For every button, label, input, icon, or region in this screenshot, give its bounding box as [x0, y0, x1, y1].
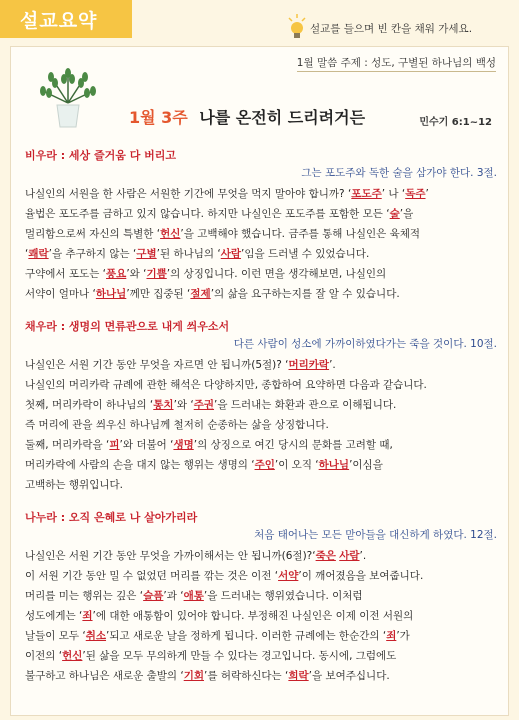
tip [288, 14, 472, 42]
text-segment: ’. [329, 359, 336, 371]
paragraph-line [25, 375, 497, 395]
text-segment: ’. [359, 550, 367, 562]
fill-in-answer: 포도주 [351, 188, 382, 200]
text-segment: ’이 깨어졌음을 보여줍니다. [298, 570, 424, 582]
fill-in-answer: 주권 [193, 399, 215, 411]
fill-in-answer: 풍요 [106, 268, 127, 280]
text-segment: 머리를 미는 행위는 깊은 ‘ [25, 590, 144, 602]
tip-text: 설교를 들으며 빈 칸을 채워 가세요. [310, 22, 473, 35]
header-tab: 설교요약 [0, 0, 132, 38]
section-heading: 채우라 : 생명의 면류관으로 내게 씌우소서 [25, 320, 230, 333]
section-verse: 다른 사람이 성소에 가까이하였다가는 죽을 것이다. 10절. [233, 338, 497, 350]
text-segment: ’과 ‘ [163, 590, 184, 602]
text-segment: ’을 [399, 208, 414, 220]
fill-in-answer: 죄 [82, 610, 93, 622]
paragraph-line [25, 395, 497, 415]
text-segment: 이전의 ‘ [25, 650, 63, 662]
fill-in-answer: 생명 [173, 439, 194, 451]
text-segment: 날들이 모두 ‘ [25, 630, 86, 642]
text-segment: ’에 대한 애통함이 있어야 합니다. 부정해진 나실인은 이제 이전 서원의 [92, 610, 414, 622]
fill-in-answer: 희락 [288, 670, 309, 682]
text-segment: 멀리함으로써 자신의 특별한 ‘ [25, 228, 161, 240]
paragraph-line [25, 586, 497, 606]
text-segment: ’와 ‘ [173, 399, 194, 411]
text-segment: ’이심을 [349, 459, 383, 471]
text-segment: ’을 드러내는 화환과 관으로 이해됩니다. [214, 399, 397, 411]
fill-in-answer: 하나님 [95, 288, 127, 300]
sermon-section [25, 509, 497, 686]
fill-in-answer: 하나님 [318, 459, 350, 471]
text-segment: 나실인의 머리카락 규례에 관한 해석은 다양하지만, 종합하여 요약하면 다음과 같습니다. [25, 379, 427, 391]
text-segment: 첫째, 머리카락이 하나님의 ‘ [25, 399, 154, 411]
month-theme: 1월 말씀 주제 : 성도, 구별된 하나님의 백성 [297, 55, 496, 72]
text-segment: ’께만 집중된 ‘ [126, 288, 191, 300]
paragraph-line [25, 435, 497, 455]
lightbulb-icon [288, 14, 306, 42]
fill-in-answer: 주인 [254, 459, 275, 471]
text-segment: ’와 더불어 ‘ [119, 439, 174, 451]
text-segment: ’을 보여주십니다. [308, 670, 390, 682]
paragraph-line [25, 546, 497, 566]
sermon-week: 1월 3주 [129, 108, 188, 127]
section-heading: 나누라 : 오직 은혜로 나 살아가리라 [25, 511, 198, 524]
section-paragraph [25, 546, 497, 686]
fill-in-answer: 절제 [190, 288, 211, 300]
plant-illustration [33, 63, 103, 129]
text-segment: 나실인은 서원 기간 동안 무엇을 자르면 안 됩니까(5절)? ‘ [25, 359, 289, 371]
fill-in-answer: 헌신 [62, 650, 83, 662]
text-segment: 머리카락에 사람의 손을 대지 않는 행위는 생명의 ‘ [25, 459, 255, 471]
sermon-title-row [129, 105, 365, 128]
fill-in-answer: 사람 [339, 550, 360, 562]
text-segment: ’를 허락하신다는 ‘ [204, 670, 289, 682]
text-segment: 율법은 포도주를 금하고 있지 않습니다. 하지만 나실인은 포도주를 포함한 모든 ‘ [25, 208, 390, 220]
text-segment: ’되고 새로운 날을 정하게 됩니다. 이러한 규례에는 한순간의 ‘ [106, 630, 387, 642]
fill-in-answer: 사람 [220, 248, 242, 260]
paragraph-line [25, 475, 497, 495]
paragraph-line [25, 415, 497, 435]
text-segment: 불구하고 하나님은 새로운 출발의 ‘ [25, 670, 184, 682]
text-segment: ’된 삶을 모두 무의하게 만들 수 있다는 경고입니다. 동시에, 그럼에도 [82, 650, 397, 662]
fill-in-answer: 슬픔 [143, 590, 164, 602]
fill-in-answer: 통치 [153, 399, 174, 411]
text-segment: 서약이 얼마나 ‘ [25, 288, 96, 300]
text-segment: ’의 상징으로 여긴 당시의 문화를 고려할 때, [193, 439, 393, 451]
sermon-section [25, 318, 497, 495]
paragraph-line [25, 184, 497, 204]
fill-in-answer: 죽은 [315, 550, 336, 562]
paragraph-line [25, 606, 497, 626]
paragraph-line [25, 224, 497, 244]
section-paragraph [25, 355, 497, 495]
fill-in-answer: 애통 [183, 590, 204, 602]
fill-in-answer: 피 [109, 439, 120, 451]
text-segment: 나실인은 서원 기간 동안 무엇을 가까이해서는 안 됩니까(6절)?‘ [25, 550, 316, 562]
text-segment: 구약에서 포도는 ‘ [25, 268, 107, 280]
text-segment: ’ 나 ‘ [381, 188, 406, 200]
paragraph-line [25, 626, 497, 646]
sermon-title: 나를 온전히 드리려거든 [199, 108, 366, 127]
fill-in-answer: 기쁨 [146, 268, 167, 280]
text-segment: 이 서원 기간 동안 밀 수 없었던 머리를 깎는 것은 이전 ‘ [25, 570, 279, 582]
text-segment: ’을 고백해야 했습니다. 금주를 통해 나실인은 육체적 [180, 228, 421, 240]
text-segment: ’ [425, 188, 429, 200]
text-segment: ’이 오직 ‘ [274, 459, 319, 471]
paragraph-line [25, 204, 497, 224]
section-paragraph [25, 184, 497, 304]
text-segment: 나실인의 서원을 한 사람은 서원한 기간에 무엇을 먹지 말아야 합니까? ‘ [25, 188, 352, 200]
paragraph-line [25, 566, 497, 586]
fill-in-answer: 기회 [183, 670, 204, 682]
text-segment: ’의 삶을 요구하는지를 잘 알 수 있습니다. [210, 288, 400, 300]
text-segment: ’된 하나님의 ‘ [156, 248, 221, 260]
paragraph-line [25, 355, 497, 375]
paragraph-line [25, 666, 497, 686]
text-segment: ’을 추구하지 않는 ‘ [48, 248, 137, 260]
text-segment: 둘째, 머리카락을 ‘ [25, 439, 110, 451]
sermon-section [25, 147, 497, 304]
fill-in-answer: 쾌락 [28, 248, 49, 260]
section-verse: 그는 포도주와 독한 술을 삼가야 한다. 3절. [301, 167, 497, 179]
text-segment: 즉 머리에 관을 씌우신 하나님께 철저히 순종하는 삶을 상징합니다. [25, 419, 329, 431]
fill-in-answer: 헌신 [160, 228, 181, 240]
paragraph-line [25, 244, 497, 264]
text-segment: ’을 드러내는 행위였습니다. 이처럼 [203, 590, 363, 602]
text-segment: 성도에게는 ‘ [25, 610, 83, 622]
paragraph-line [25, 455, 497, 475]
fill-in-answer: 머리카락 [288, 359, 330, 371]
paragraph-line [25, 646, 497, 666]
fill-in-answer: 술 [389, 208, 400, 220]
text-segment: ’임을 드러낼 수 있었습니다. [241, 248, 370, 260]
fill-in-answer: 독주 [405, 188, 426, 200]
text-segment: ’의 상징입니다. 이런 면을 생각해보면, 나실인의 [166, 268, 387, 280]
text-segment: ‘ [25, 248, 29, 260]
fill-in-answer: 취소 [85, 630, 107, 642]
scripture-reference: 민수기 6:1~12 [419, 117, 492, 128]
sermon-panel [10, 46, 509, 716]
text-segment: 고백하는 행위입니다. [25, 479, 123, 491]
text-segment: ’가 [396, 630, 410, 642]
fill-in-answer: 서약 [278, 570, 299, 582]
sermon-content [25, 147, 497, 686]
section-heading: 비우라 : 세상 즐거움 다 버리고 [25, 149, 177, 162]
fill-in-answer: 죄 [386, 630, 397, 642]
section-verse: 처음 태어나는 모든 맏아들을 대신하게 하였다. 12절. [254, 529, 497, 541]
paragraph-line [25, 264, 497, 284]
paragraph-line [25, 284, 497, 304]
text-segment: ’와 ‘ [126, 268, 147, 280]
fill-in-answer: 구별 [136, 248, 157, 260]
